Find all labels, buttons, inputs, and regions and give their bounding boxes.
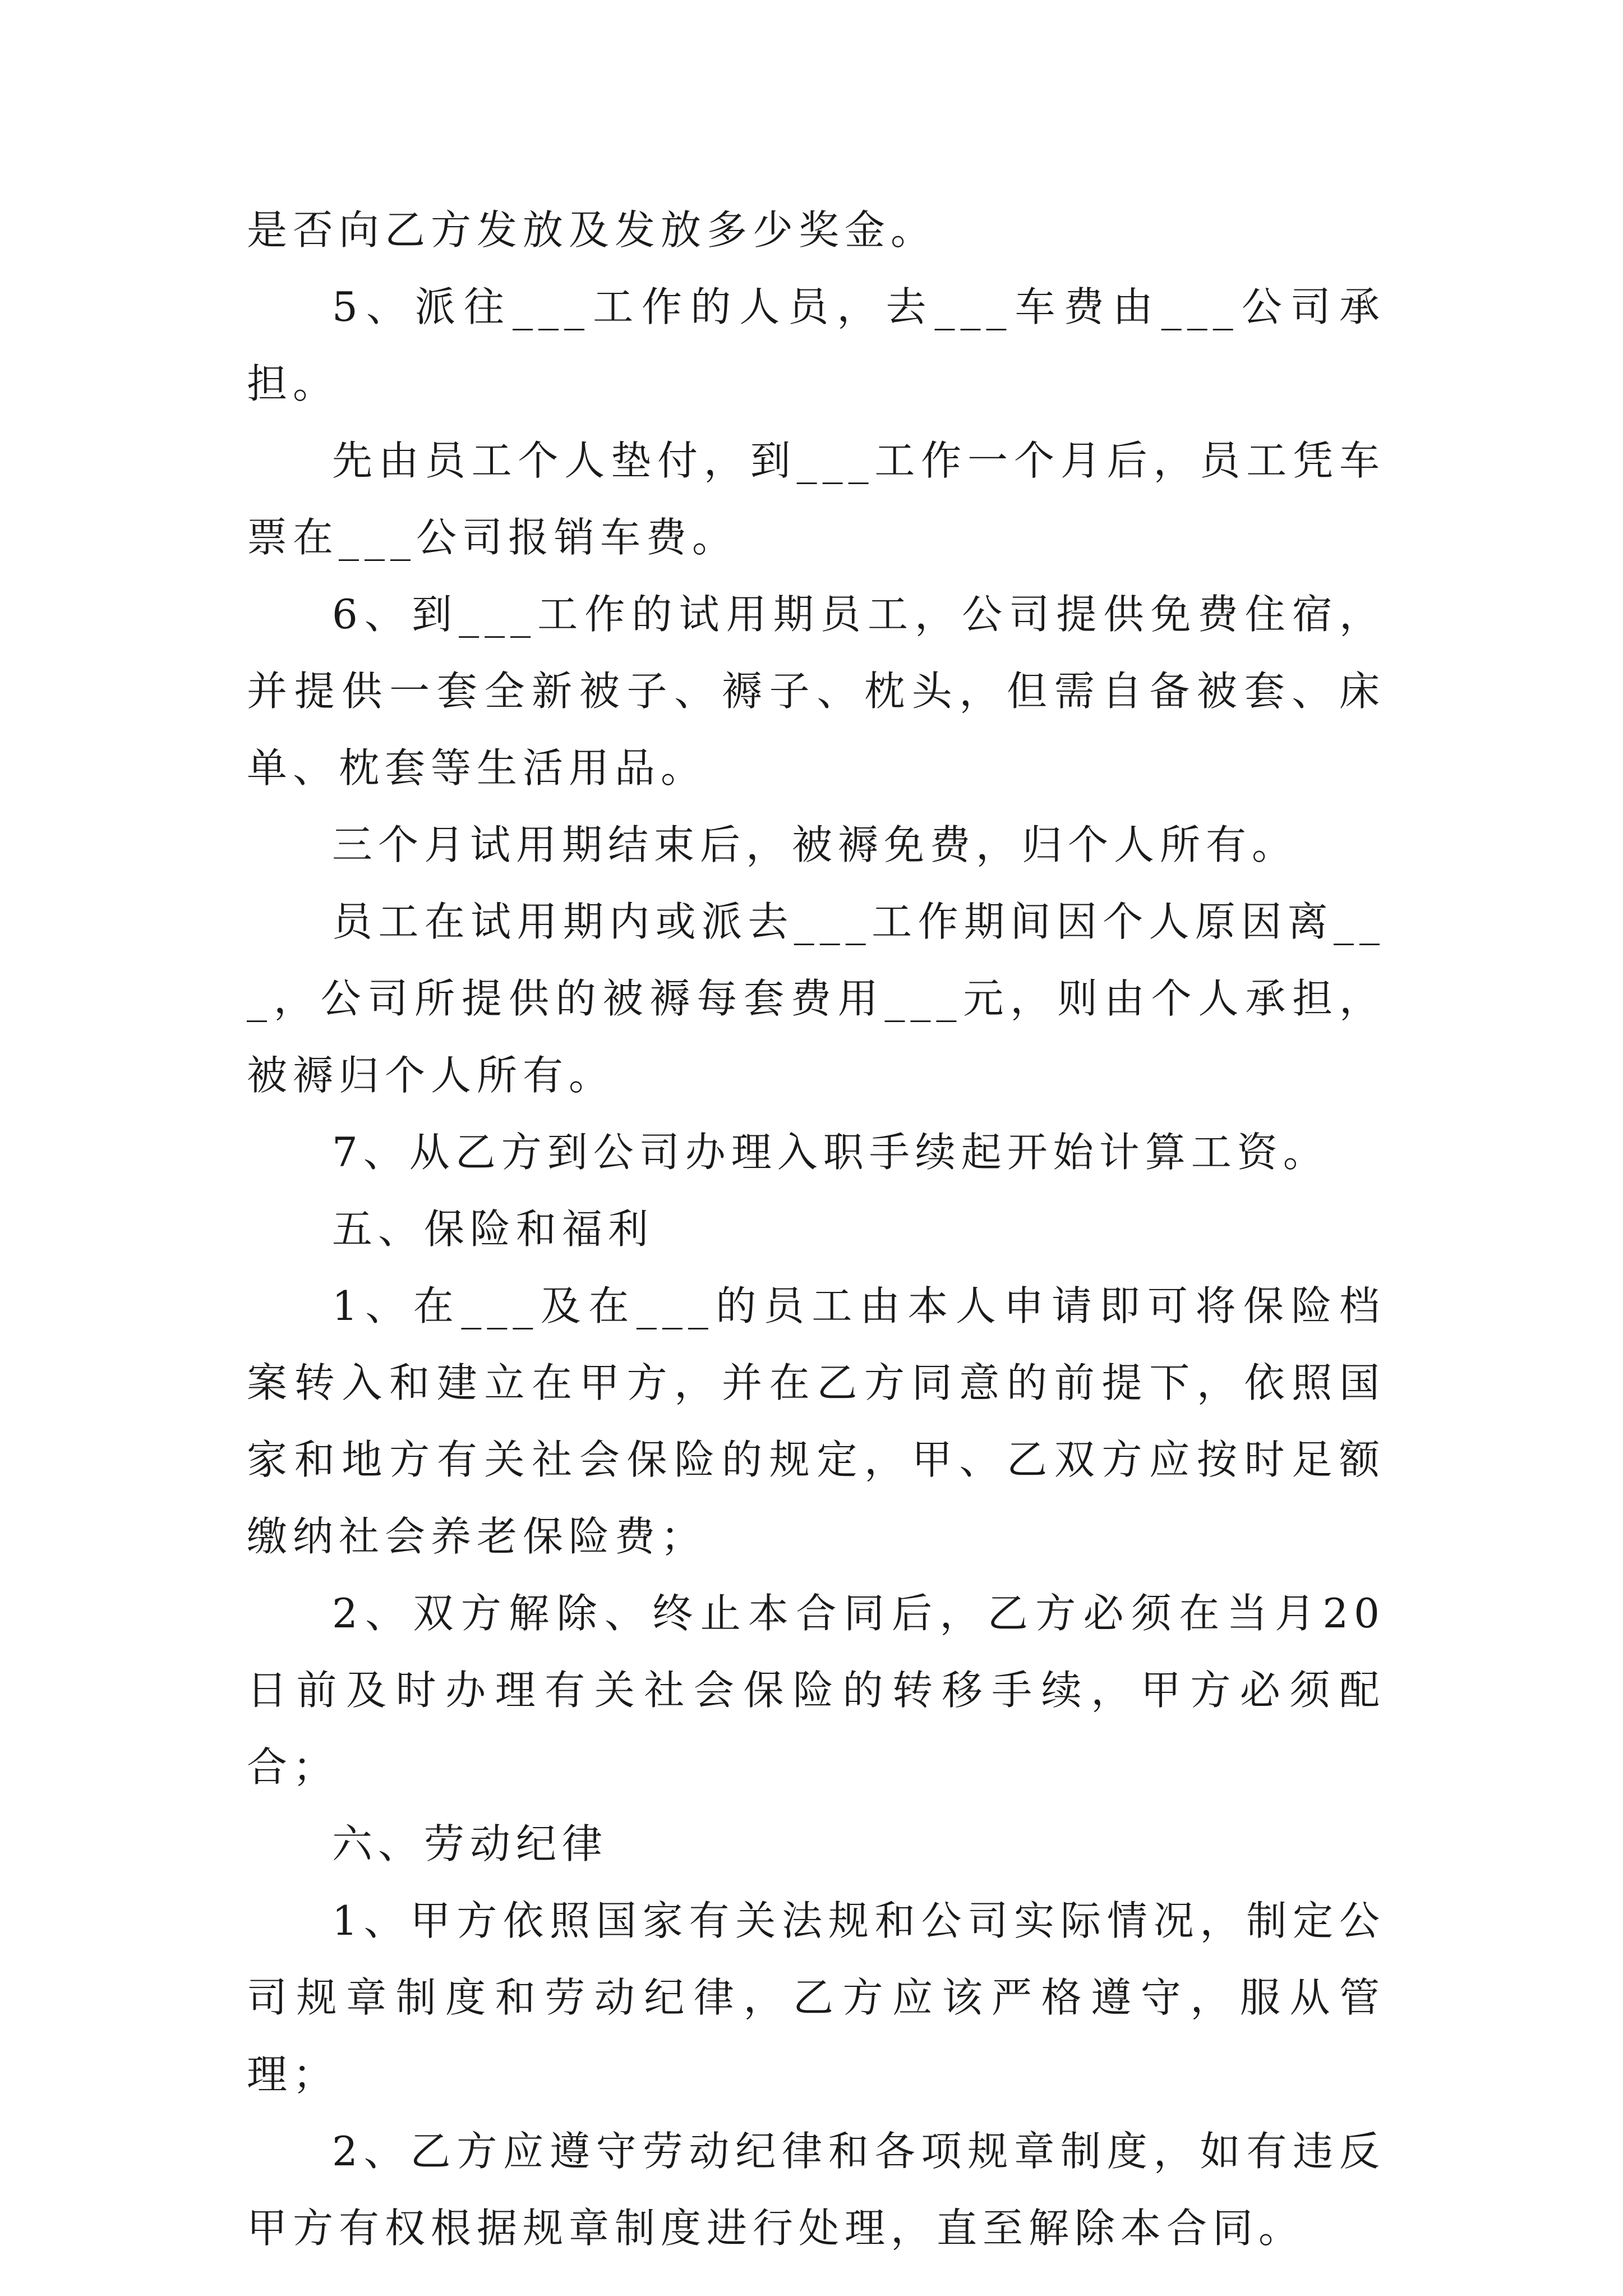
- paragraph-insurance-2: 2、双方解除、终止本合同后，乙方必须在当月20日前及时办理有关社会保险的转移手续，甲方必须配合；: [247, 1590, 1385, 1791]
- paragraph-clause-6: 6、到___工作的试用期员工，公司提供免费住宿，并提供一套全新被子、褥子、枕头，但需自备被套、床单、枕套等生活用品。: [247, 591, 1385, 792]
- paragraph-bedding-after-probation: 三个月试用期结束后，被褥免费，归个人所有。: [332, 821, 1298, 868]
- paragraph-discipline-1: 1、甲方依照国家有关法规和公司实际情况，制定公司规章制度和劳动纪律，乙方应该严格遵守，服从管理；: [247, 1897, 1385, 2098]
- paragraph-insurance-1: 1、在___及在___的员工由本人申请即可将保险档案转入和建立在甲方，并在乙方同意的前提下，依照国家和地方有关社会保险的规定，甲、乙双方应按时足额缴纳社会养老保险费；: [247, 1282, 1385, 1560]
- paragraph-bedding-cost: 员工在试用期内或派去___工作期间因个人原因离___，公司所提供的被褥每套费用___元，则由个人承担，被褥归个人所有。: [247, 898, 1385, 1099]
- document-body: [247, 192, 1385, 2267]
- paragraph-clause-5: 5、派往___工作的人员，去___车费由___公司承担。: [247, 283, 1385, 407]
- section-heading-insurance: 五、保险和福利: [332, 1205, 654, 1253]
- paragraph-bonus-continuation: 是否向乙方发放及发放多少奖金。: [247, 206, 937, 254]
- paragraph-discipline-2: 2、乙方应遵守劳动纪律和各项规章制度，如有违反甲方有权根据规章制度进行处理，直至解除本合同。: [247, 2128, 1385, 2252]
- paragraph-clause-7: 7、从乙方到公司办理入职手续起开始计算工资。: [332, 1129, 1329, 1176]
- section-heading-discipline: 六、劳动纪律: [332, 1820, 608, 1867]
- paragraph-fare-reimbursement: 先由员工个人垫付，到___工作一个月后，员工凭车票在___公司报销车费。: [247, 437, 1385, 561]
